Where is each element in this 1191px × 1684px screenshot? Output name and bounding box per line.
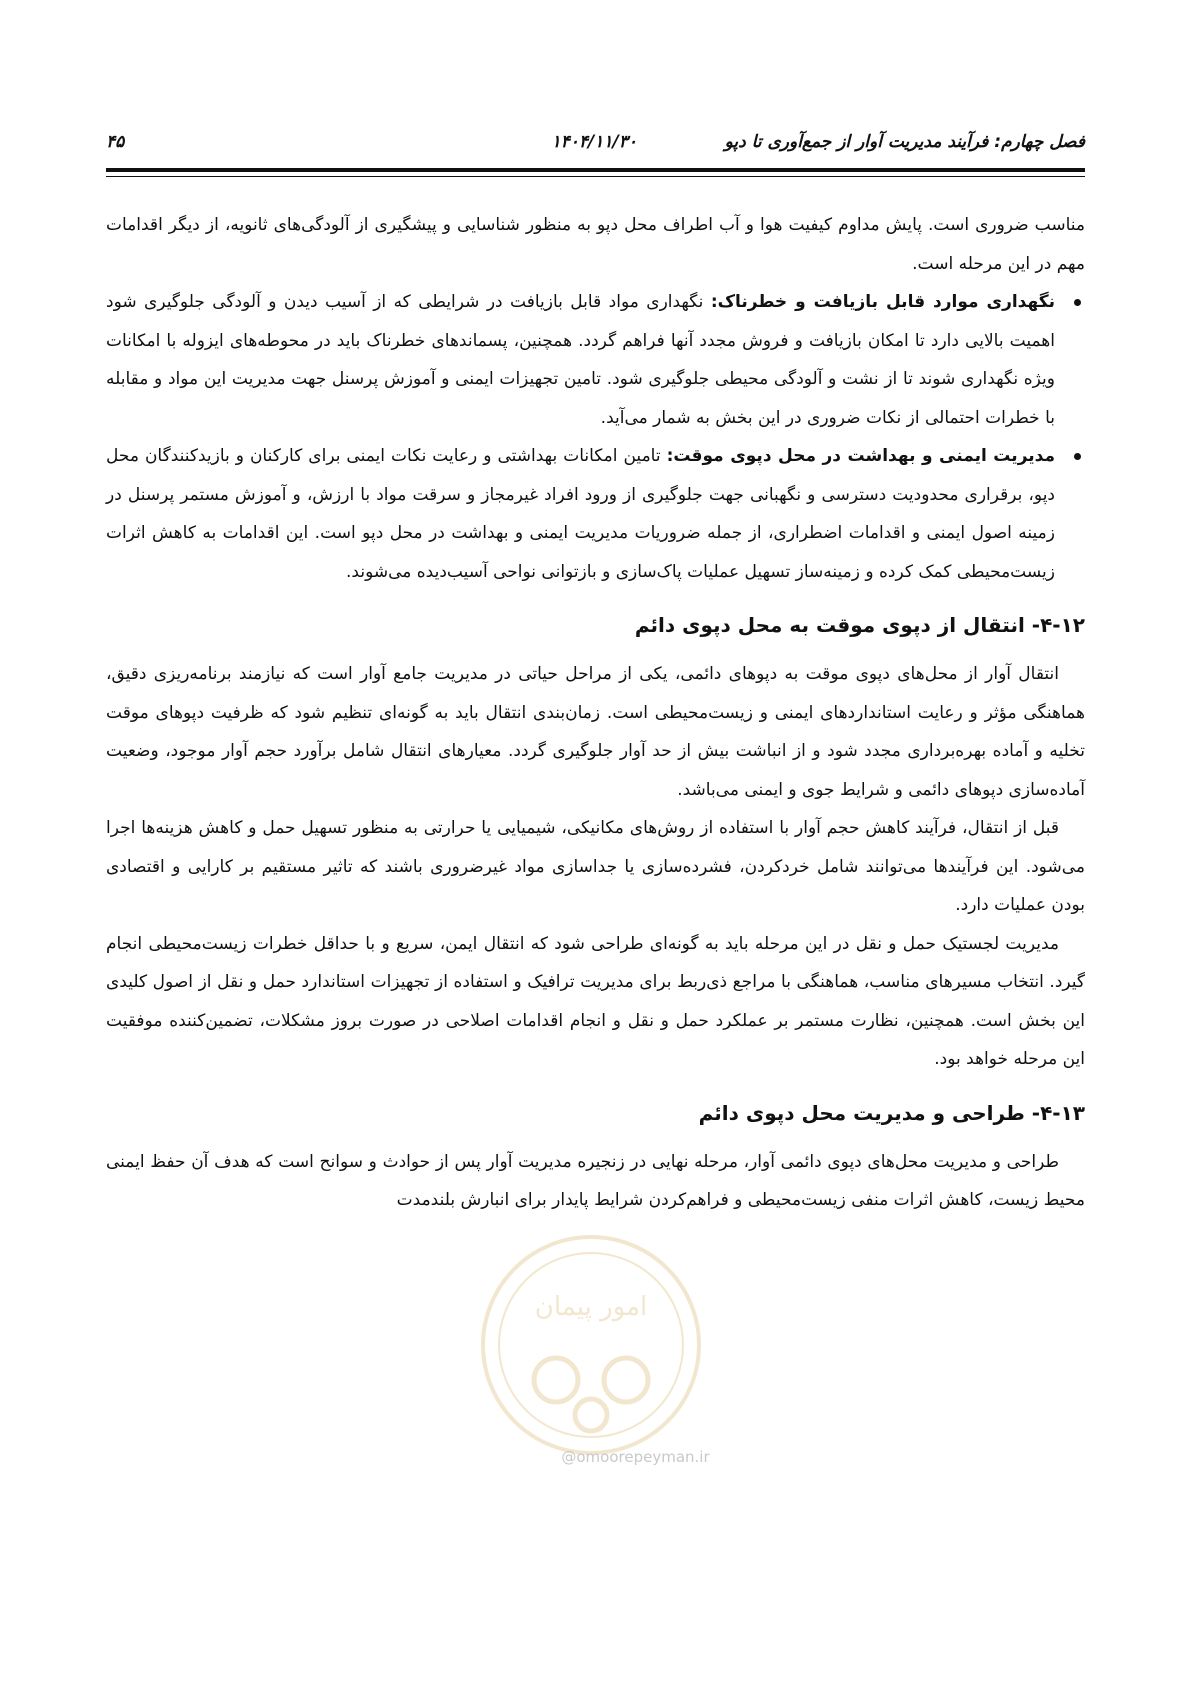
body-paragraph: طراحی و مدیریت محل‌های دپوی دائمی آوار، مرحله نهایی در زنجیره مدیریت آوار پس از حوادث و سوانح است که هدف آن حفظ ایمنی محیط زیست، کاهش اثرات منفی زیست‌محیطی و فراهم‌کردن شرایط پایدار برای انبارش بلندمدت <box>106 1151 1085 1210</box>
section-heading-13: ۴-۱۳- طراحی و مدیریت محل دپوی دائم <box>698 1100 1085 1125</box>
bullet-icon <box>1074 453 1081 460</box>
body-paragraph: قبل از انتقال، فرآیند کاهش حجم آوار با استفاده از روش‌های مکانیکی، شیمیایی یا حرارتی به منظور تسهیل حمل و کاهش هزینه‌ها اجرا می‌شود. این فرآیندها می‌توانند شامل خردکردن، فشرده‌سازی یا جداسازی مواد غیرضروری باشند که تاثیر مستقیم بر کارایی و اقتصادی بودن عملیات دارد. <box>106 818 1085 915</box>
watermark-logo-icon <box>466 1220 716 1470</box>
bullet-text: تامین امکانات بهداشتی و رعایت نکات ایمنی برای کارکنان و بازیدکنندگان محل دپو، برقراری محدودیت دسترسی و نگهبانی جهت جلوگیری از ورود افراد غیرمجاز و سرقت مواد با ارزش، و آموزش مستمر پرسنل در زمینه اصول ایمنی و اقدامات اضطراری، از جمله ضروریات مدیریت ایمنی و بهداشت در محل دپو است. این اقدامات به کاهش اثرات زیست‌محیطی کمک کرده و زمینه‌ساز تسهیل عملیات پاک‌سازی و بازتوانی نواحی آسیب‌دیده می‌شوند. <box>106 446 1055 582</box>
watermark-site-text: @omoorepeyman.ir <box>561 1448 710 1466</box>
intro-paragraph: مناسب ضروری است. پایش مداوم کیفیت هوا و آب اطراف محل دپو به منظور شناسایی و پیشگیری از آلودگی‌های ثانویه، از دیگر اقدامات مهم در این مرحله است. <box>106 215 1085 274</box>
bullet-list <box>106 283 1085 591</box>
header-rule-thin <box>106 176 1085 177</box>
list-item <box>106 437 1085 591</box>
page-header <box>106 128 1085 162</box>
header-rule-thick <box>106 168 1085 172</box>
bullet-term: نگهداری موارد قابل بازیافت و خطرناک: <box>710 292 1055 312</box>
bullet-icon <box>1074 299 1081 306</box>
header-date: ۱۴۰۴/۱۱/۳۰ <box>551 132 637 152</box>
body-paragraph: مدیریت لجستیک حمل و نقل در این مرحله باید به گونه‌ای طراحی شود که انتقال ایمن، سریع و با حداقل خطرات زیست‌محیطی انجام گیرد. انتخاب مسیرهای مناسب، هماهنگی با مراجع ذی‌ربط برای مدیریت ترافیک و استفاده از تجهیزات استاندارد حمل و نقل از اصول کلیدی این بخش است. همچنین، نظارت مستمر بر عملکرد حمل و نقل و انجام اقدامات اصلاحی در صورت بروز مشکلات، تضمین‌کننده موفقیت این مرحله خواهد بود. <box>106 933 1085 1069</box>
page-body <box>106 206 1085 1220</box>
page-number: ۴۵ <box>106 132 125 152</box>
bullet-term: مدیریت ایمنی و بهداشت در محل دپوی موقت: <box>666 446 1055 466</box>
section-heading-12: ۴-۱۲- انتقال از دپوی موقت به محل دپوی دائم <box>634 613 1085 637</box>
body-paragraph: انتقال آوار از محل‌های دپوی موقت به دپوهای دائمی، یکی از مراحل حیاتی در مدیریت جامع آوار است که نیازمند برنامه‌ریزی دقیق، هماهنگی مؤثر و رعایت استانداردهای ایمنی و زیست‌محیطی است. زمان‌بندی انتقال باید به گونه‌ای تنظیم شود که ظرفیت دپوهای موقت تخلیه و آماده بهره‌برداری مجدد شود و از انباشت بیش از حد آوار جلوگیری گردد. معیارهای انتقال شامل برآورد حجم آوار موجود، وضعیت آماده‌سازی دپوهای دائمی و شرایط جوی و ایمنی می‌باشد. <box>106 664 1085 800</box>
list-item <box>106 283 1085 437</box>
bullet-text: نگهداری مواد قابل بازیافت در شرایطی که از آسیب دیدن و آلودگی جلوگیری شود اهمیت بالایی دارد تا امکان بازیافت و فروش مجدد آنها فراهم گردد. همچنین، پسماندهای خطرناک باید در محوطه‌های ایزوله با امکانات ویژه نگهداری شوند تا از نشت و آلودگی محیطی جلوگیری شود. تامین تجهیزات ایمنی و آموزش پرسنل جهت مدیریت این مواد و مقابله با خطرات احتمالی از نکات ضروری در این بخش به شمار می‌آید. <box>106 292 1055 428</box>
watermark-logo-text: امور پیمان <box>534 1292 648 1322</box>
chapter-title: فصل چهارم: فرآیند مدیریت آوار از جمع‌آوری تا دپو <box>724 132 1085 152</box>
